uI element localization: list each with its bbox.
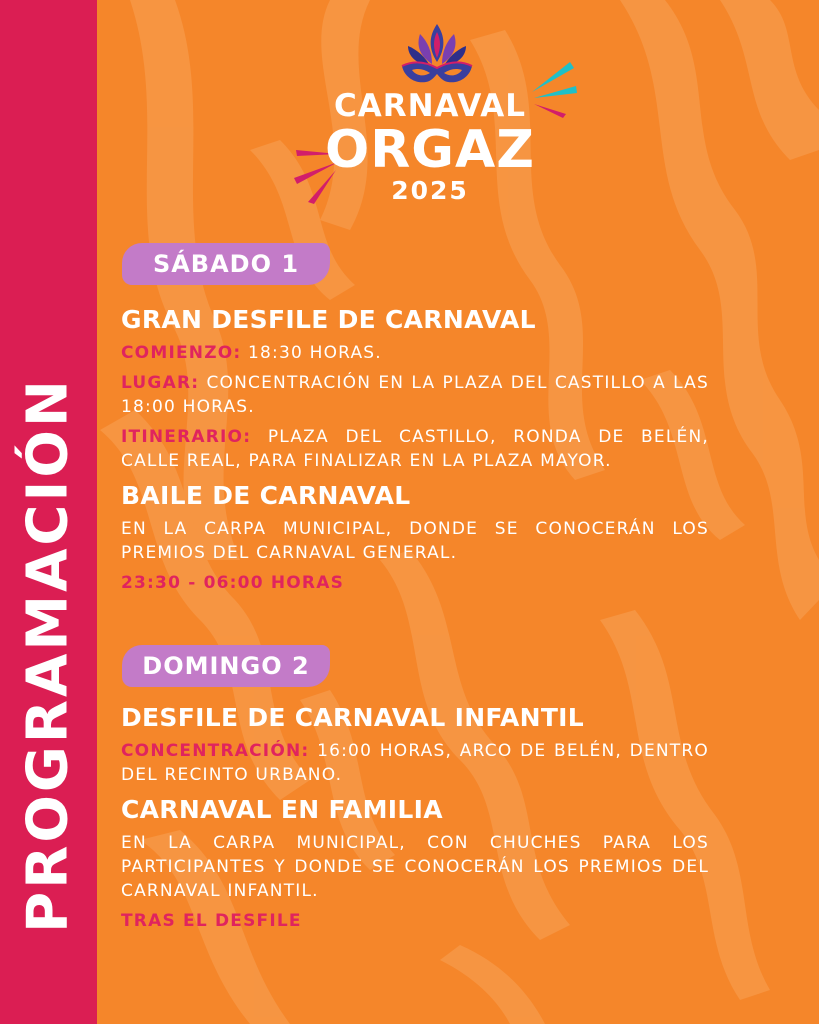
saturday-section — [121, 305, 709, 595]
carnaval-logo — [280, 22, 580, 212]
sidebar-band — [0, 0, 97, 1024]
day-badge-sunday: DOMINGO 2 — [122, 645, 330, 687]
event-title: BAILE DE CARNAVAL — [121, 481, 411, 510]
start-value: 18:30 HORAS. — [241, 343, 382, 363]
event-meet — [121, 739, 709, 787]
event-title: CARNAVAL EN FAMILIA — [121, 795, 443, 824]
event-start — [121, 341, 709, 365]
logo-line-orgaz: ORGAZ — [325, 120, 535, 180]
meet-label: CONCENTRACIÓN: — [121, 741, 310, 761]
place-value: CONCENTRACIÓN EN LA PLAZA DEL CASTILLO A LAS 18:00 HORAS. — [121, 373, 709, 417]
event-title: GRAN DESFILE DE CARNAVAL — [121, 305, 536, 334]
place-label: LUGAR: — [121, 373, 200, 393]
event-place — [121, 371, 709, 419]
start-label: COMIENZO: — [121, 343, 242, 363]
route-label: ITINERARIO: — [121, 427, 252, 447]
event-title: DESFILE DE CARNAVAL INFANTIL — [121, 703, 585, 732]
logo-line-carnaval: CARNAVAL — [333, 88, 527, 124]
carnival-mask-icon — [392, 22, 482, 92]
programacion-title: PROGRAMACIÓN — [15, 377, 81, 933]
event-description: EN LA CARPA MUNICIPAL, DONDE SE CONOCERÁN LOS PREMIOS DEL CARNAVAL GENERAL. — [121, 519, 709, 563]
event-description: EN LA CARPA MUNICIPAL, CON CHUCHES PARA LOS PARTICIPANTES Y DONDE SE CONOCERÁN LOS PREMIOS DEL CARNAVAL INFANTIL. — [121, 833, 709, 901]
meet-value: 16:00 HORAS, ARCO DE BELÉN, DENTRO DEL RECINTO URBANO. — [121, 741, 709, 785]
event-time: TRAS EL DESFILE — [121, 911, 302, 931]
route-value: PLAZA DEL CASTILLO, RONDA DE BELÉN, CALLE REAL, PARA FINALIZAR EN LA PLAZA MAYOR. — [121, 427, 709, 471]
logo-line-year: 2025 — [391, 176, 469, 205]
event-time: 23:30 - 06:00 HORAS — [121, 573, 345, 593]
day-badge-saturday: SÁBADO 1 — [122, 243, 330, 285]
event-route — [121, 425, 709, 473]
sunday-section — [121, 703, 709, 933]
